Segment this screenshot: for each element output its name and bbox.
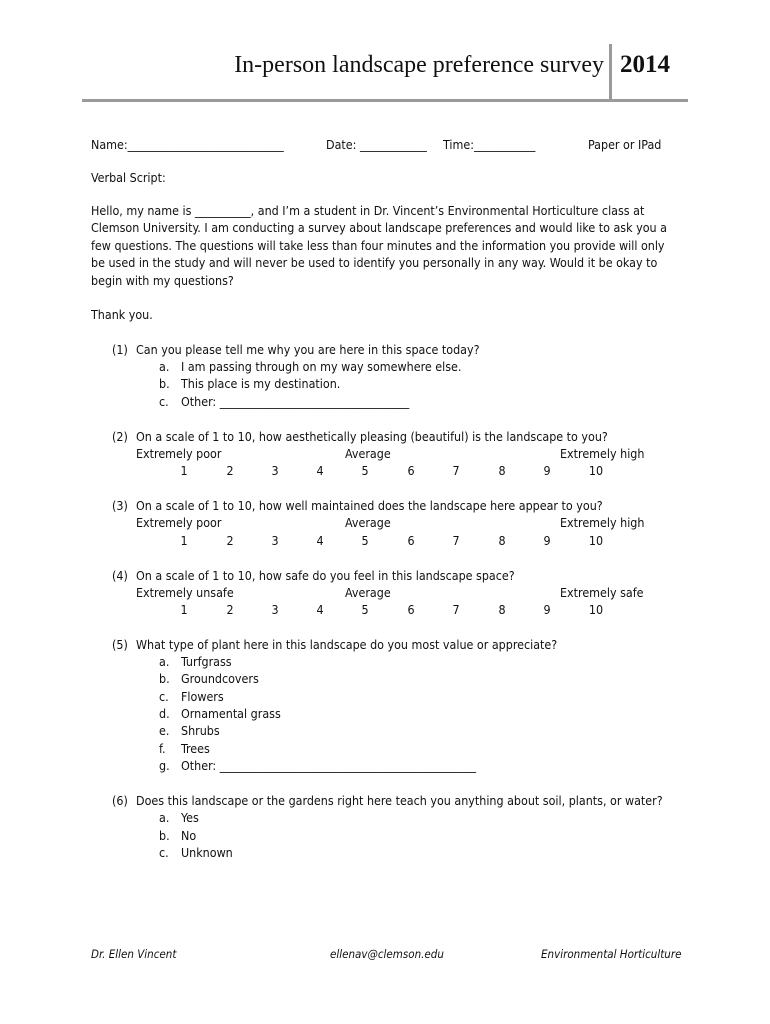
q5-option-letter: c. [159, 689, 169, 704]
question-5-number: (5) [112, 637, 128, 652]
q2-scale-low-label: Extremely poor [136, 446, 222, 461]
q3-scale-number: 2 [226, 533, 234, 548]
question-2-text: On a scale of 1 to 10, how aesthetically pleasing (beautiful) is the landscape to you? [136, 429, 608, 444]
survey-mode-label: Paper or IPad [588, 137, 662, 152]
footer-email: ellenav@clemson.edu [330, 947, 444, 961]
question-4-number: (4) [112, 568, 128, 583]
question-4-text: On a scale of 1 to 10, how safe do you feel in this landscape space? [136, 568, 515, 583]
q4-scale-high-label: Extremely safe [560, 585, 644, 600]
q2-scale-high-label: Extremely high [560, 446, 645, 461]
q2-scale-number: 8 [498, 463, 506, 478]
q2-scale-number: 6 [407, 463, 415, 478]
q4-scale-low-label: Extremely unsafe [136, 585, 234, 600]
verbal-script-label: Verbal Script: [91, 170, 166, 185]
name-field-label: Name:____________________________ [91, 137, 284, 152]
q4-scale-number: 5 [361, 602, 369, 617]
footer-author: Dr. Ellen Vincent [91, 947, 177, 961]
header-divider-horizontal [82, 99, 688, 102]
q2-scale-number: 7 [452, 463, 460, 478]
intro-line: begin with my questions? [91, 272, 234, 288]
q3-scale-number: 10 [588, 533, 604, 548]
q5-option-letter: g. [159, 758, 170, 773]
q4-scale-number: 1 [180, 602, 188, 617]
q4-scale-number: 4 [316, 602, 324, 617]
q6-option-letter: c. [159, 845, 169, 860]
intro-line: few questions. The questions will take less than four minutes and the information you provide will only [91, 237, 665, 253]
q4-scale-number: 9 [543, 602, 551, 617]
q5-option-text: Other: ______________________________________________ [181, 758, 477, 773]
q3-scale-number: 9 [543, 533, 551, 548]
question-6-number: (6) [112, 793, 128, 808]
q5-option-text: Flowers [181, 689, 224, 704]
q3-scale-mid-label: Average [345, 515, 391, 530]
q5-option-text: Turfgrass [181, 654, 232, 669]
q2-scale-number: 1 [180, 463, 188, 478]
q5-option-text: Trees [181, 741, 210, 756]
q3-scale-number: 6 [407, 533, 415, 548]
q4-scale-number: 8 [498, 602, 506, 617]
question-6-text: Does this landscape or the gardens right here teach you anything about soil, plants, or water? [136, 793, 663, 808]
q3-scale-high-label: Extremely high [560, 515, 645, 530]
question-2-number: (2) [112, 429, 128, 444]
q5-option-letter: b. [159, 671, 170, 686]
q2-scale-number: 4 [316, 463, 324, 478]
intro-line: be used in the study and will never be used to identify you personally in any way. Would it be okay to [91, 255, 658, 271]
q3-scale-number: 8 [498, 533, 506, 548]
q2-scale-number: 10 [588, 463, 604, 478]
q5-option-letter: f. [159, 741, 166, 756]
q6-option-text: No [181, 828, 197, 843]
q5-option-letter: d. [159, 706, 170, 721]
time-field-label: Time:___________ [443, 137, 536, 152]
q3-scale-number: 3 [271, 533, 279, 548]
q5-option-text: Groundcovers [181, 671, 259, 686]
question-1-number: (1) [112, 342, 128, 357]
intro-line: Clemson University. I am conducting a survey about landscape preferences and would like to ask you a [91, 220, 667, 236]
intro-paragraph [91, 202, 681, 289]
q6-option-text: Unknown [181, 845, 233, 860]
survey-title: In-person landscape preference survey [234, 52, 604, 78]
q3-scale-number: 7 [452, 533, 460, 548]
q2-scale-number: 2 [226, 463, 234, 478]
header-divider-vertical [609, 44, 612, 101]
q4-scale-mid-label: Average [345, 585, 391, 600]
question-1-text: Can you please tell me why you are here in this space today? [136, 342, 480, 357]
q6-option-letter: b. [159, 828, 170, 843]
q4-scale-number: 10 [588, 602, 604, 617]
q2-scale-number: 3 [271, 463, 279, 478]
q6-option-text: Yes [181, 810, 199, 825]
q5-option-letter: e. [159, 723, 170, 738]
q5-option-text: Shrubs [181, 723, 220, 738]
q4-scale-number: 2 [226, 602, 234, 617]
q1-option-letter: b. [159, 376, 170, 391]
q1-option-text: Other: __________________________________ [181, 394, 410, 409]
q5-option-letter: a. [159, 654, 170, 669]
q3-scale-number: 5 [361, 533, 369, 548]
question-5-text: What type of plant here in this landscape do you most value or appreciate? [136, 637, 558, 652]
q1-option-text: I am passing through on my way somewhere else. [181, 359, 462, 374]
q5-option-text: Ornamental grass [181, 706, 281, 721]
thank-you-text: Thank you. [91, 307, 153, 322]
q3-scale-number: 4 [316, 533, 324, 548]
date-field-label: Date: ____________ [326, 137, 427, 152]
intro-line: Hello, my name is __________, and I’m a student in Dr. Vincent’s Environmental Horticulture class at [91, 203, 645, 218]
q4-scale-number: 6 [407, 602, 415, 617]
q2-scale-number: 5 [361, 463, 369, 478]
q1-option-text: This place is my destination. [181, 376, 341, 391]
q1-option-letter: a. [159, 359, 170, 374]
q4-scale-number: 7 [452, 602, 460, 617]
question-3-text: On a scale of 1 to 10, how well maintained does the landscape here appear to you? [136, 498, 603, 513]
q3-scale-low-label: Extremely poor [136, 515, 222, 530]
q3-scale-number: 1 [180, 533, 188, 548]
q2-scale-number: 9 [543, 463, 551, 478]
q2-scale-mid-label: Average [345, 446, 391, 461]
q1-option-letter: c. [159, 394, 169, 409]
footer-department: Environmental Horticulture [541, 947, 682, 961]
q4-scale-number: 3 [271, 602, 279, 617]
survey-year: 2014 [620, 51, 670, 78]
question-3-number: (3) [112, 498, 128, 513]
q6-option-letter: a. [159, 810, 170, 825]
